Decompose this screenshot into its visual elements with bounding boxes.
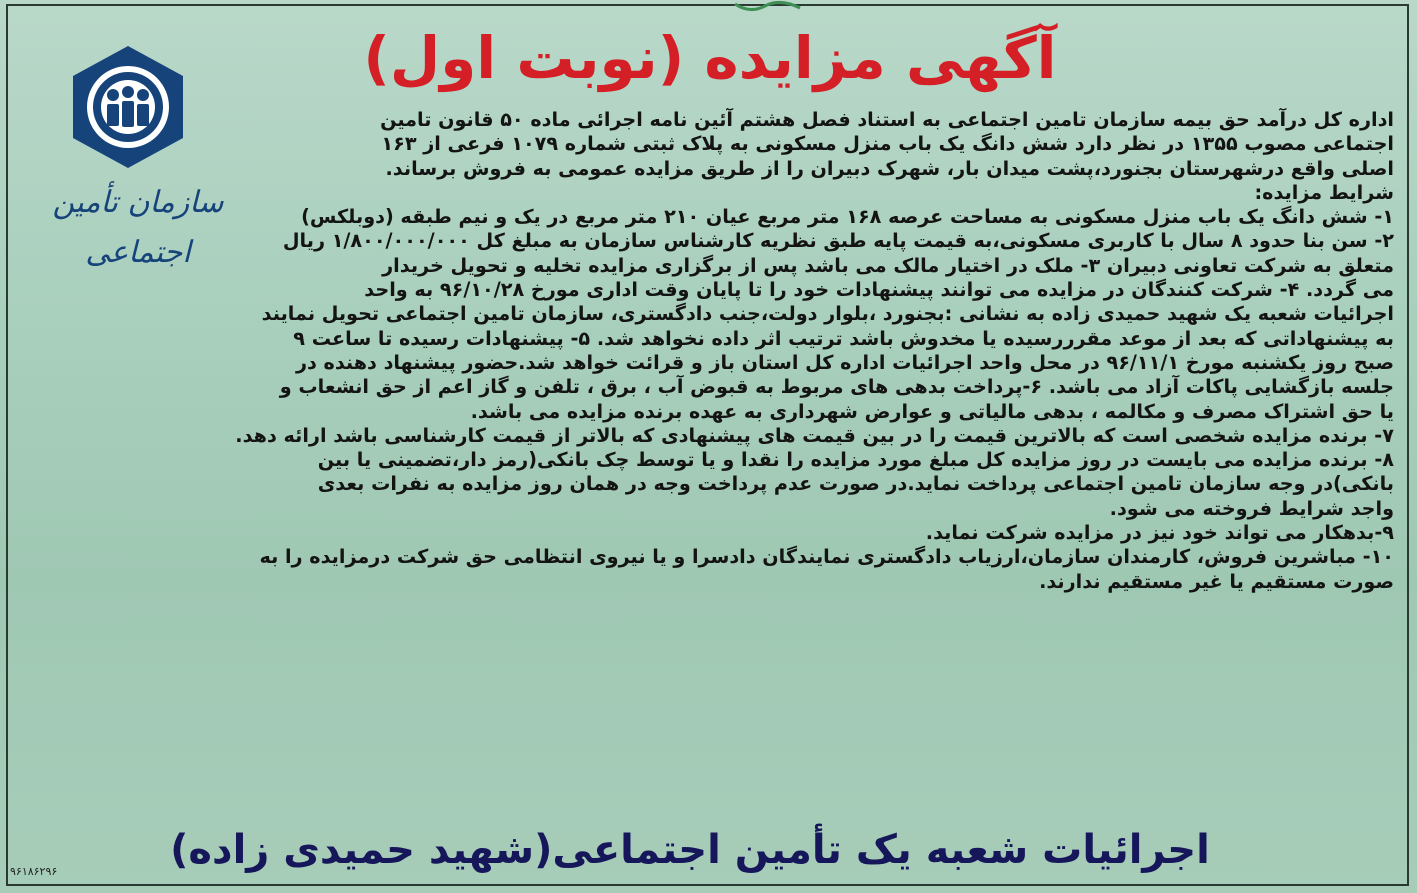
body-line: ۹-بدهکار می تواند خود نیز در مزایده شرکت نماید. xyxy=(925,521,1394,545)
body-line: ۱۰- مباشرین فروش، کارمندان سازمان،ارزیاب دادگستری نمایندگان دادسرا و یا نیروی انتظامی حق شرکت درمزایده را به xyxy=(259,545,1394,569)
body-line: واجد شرایط فروخته می شود. xyxy=(1109,496,1394,520)
body-line: ۲- سن بنا حدود ۸ سال با کاربری مسکونی،به قیمت پایه طبق نظریه کارشناس سازمان به مبلغ کل ۱/۸۰۰/۰۰۰/۰۰۰ ریال xyxy=(282,229,1394,253)
body-line: اصلی واقع درشهرستان بجنورد،پشت میدان بار، شهرک دبیران را از طریق مزایده عمومی به فروش برساند. xyxy=(385,156,1394,180)
body-line: می گردد. ۴- شرکت کنندگان در مزایده می توانند پیشنهادات خود را تا پایان وقت اداری مورخ ۹۶/۱۰/۲۸ به واحد xyxy=(364,278,1394,302)
body-line: اداره کل درآمد حق بیمه سازمان تامین اجتماعی به استناد فصل هشتم آئین نامه اجرائی ماده ۵۰ قانون تامین xyxy=(380,108,1394,131)
notice-body xyxy=(22,108,1394,828)
body-line: ۸- برنده مزایده می بایست در روز مزایده کل مبلغ مورد مزایده را نقدا و یا توسط چک بانکی(رمز دار،تضمینی یا بین xyxy=(317,448,1394,472)
body-line: بانکی)در وجه سازمان تامین اجتماعی پرداخت نماید.در صورت عدم پرداخت وجه در همان روز مزایده به نفرات بعدی xyxy=(317,472,1394,496)
body-line: جلسه بازگشایی پاکات آزاد می باشد. ۶-پرداخت بدهی های مربوط به قبوض آب ، برق ، تلفن و گاز اعم از حق انشعاب و xyxy=(279,375,1394,399)
body-line: صبح روز یکشنبه مورخ ۹۶/۱۱/۱ در محل واحد اجرائیات اداره کل استان باز و قرائت خواهد شد.حضور پیشنهاد دهنده در xyxy=(295,350,1394,374)
body-line: متعلق به شرکت تعاونی دبیران ۳- ملک در اختیار مالک می باشد پس از برگزاری مزایده تخلیه و تحویل خریدار xyxy=(382,253,1394,277)
notice-title: آگهی مزایده (نوبت اول) xyxy=(363,24,1057,92)
reference-code: ۹۶۱۸۶۲۹۶ xyxy=(10,865,58,878)
body-line: اجتماعی مصوب ۱۳۵۵ در نظر دارد شش دانگ یک باب منزل مسکونی به پلاک ثبتی شماره ۱۰۷۹ فرعی از ۱۶۳ xyxy=(381,132,1394,156)
conditions-heading: شرایط مزایده: xyxy=(1254,180,1394,204)
body-line: ۱- شش دانگ یک باب منزل مسکونی به مساحت عرصه ۱۶۸ متر مربع عیان ۲۱۰ متر مربع در یک و نیم طبقه (دوبلکس) xyxy=(301,205,1394,229)
body-line: ۷- برنده مزایده شخصی است که بالاترین قیمت را در بین قیمت های پیشنهادی که بالاتر از قیمت کارشناسی باشد ارائه دهد. xyxy=(235,423,1394,447)
body-line: صورت مستقیم یا غیر مستقیم ندارند. xyxy=(1039,569,1394,593)
body-line: اجرائیات شعبه یک شهید حمیدی زاده به نشانی :بجنورد ،بلوار دولت،جنب دادگستری، سازمان تامین اجتماعی تحویل نمایند xyxy=(261,302,1394,326)
organization-name: سازمان تأمین اجتماعی xyxy=(52,185,224,270)
pen-scribble-icon xyxy=(730,0,820,16)
body-line: به پیشنهاداتی که بعد از موعد مقرررسیده یا مخدوش باشد ترتیب اثر داده نخواهد شد. ۵- پیشنهادات رسیده تا ساعت ۹ xyxy=(293,326,1394,350)
notice-footer: اجرائیات شعبه یک تأمین اجتماعی(شهید حمیدی زاده) xyxy=(170,827,1210,873)
body-line: یا حق اشتراک مصرف و مکالمه ، بدهی مالیاتی و عوارض شهرداری به عهده برنده مزایده می باشد. xyxy=(470,399,1394,423)
